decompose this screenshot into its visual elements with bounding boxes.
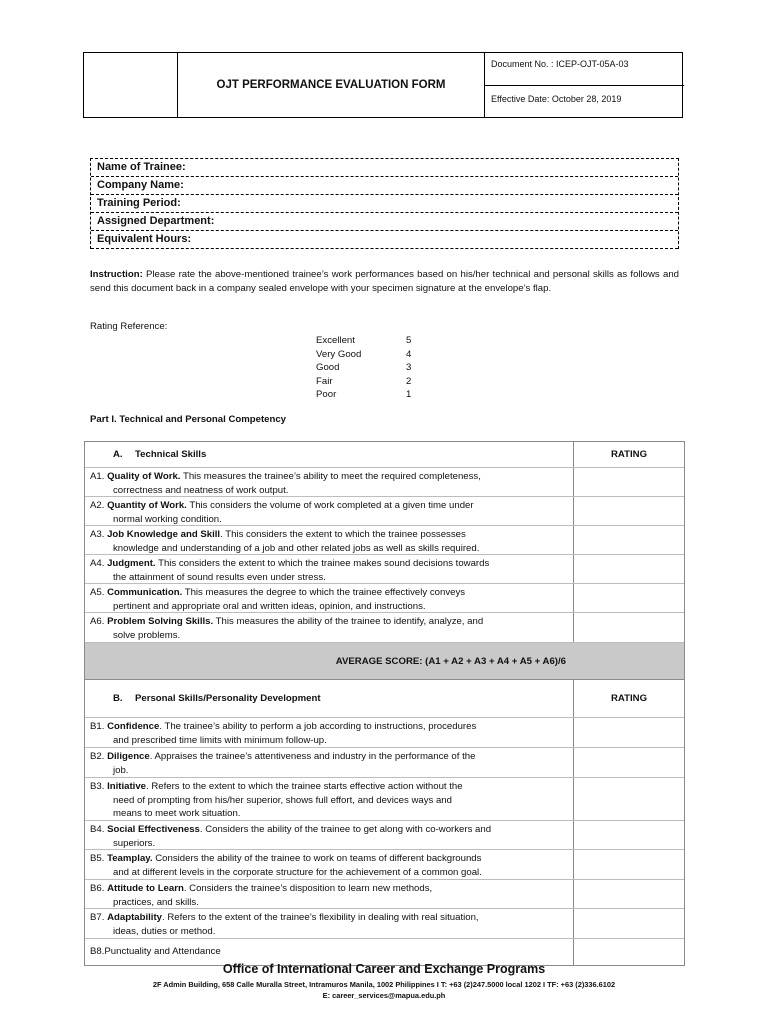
rating-cell[interactable] <box>574 748 684 777</box>
field-assigned-department[interactable]: Assigned Department: <box>91 213 678 231</box>
table-row: A1. Quality of Work. This measures the trainee’s ability to meet the required completeness, correctness and neatness of work output. <box>85 468 684 497</box>
table-row: B4. Social Effectiveness. Considers the ability of the trainee to get along with co-workers and superiors. <box>85 821 684 850</box>
average-score-label: AVERAGE SCORE: (A1 + A2 + A3 + A4 + A5 + A6)/6 <box>335 655 566 667</box>
rating-cell[interactable] <box>574 718 684 747</box>
form-title: OJT PERFORMANCE EVALUATION FORM <box>216 79 446 91</box>
document-meta <box>484 53 684 117</box>
form-header <box>83 52 683 118</box>
table-row: A3. Job Knowledge and Skill. This considers the extent to which the trainee possesses knowledge and understanding of a job and other related jobs as well as skills required. <box>85 526 684 555</box>
rating-ref-item: Good 3 <box>316 362 412 374</box>
effective-date: Effective Date: October 28, 2019 <box>491 94 622 104</box>
rating-cell[interactable] <box>574 584 684 612</box>
document-number: Document No. : ICEP-OJT-05A-03 <box>485 53 684 86</box>
table-row: A2. Quantity of Work. This considers the volume of work completed at a given time under normal working condition. <box>85 497 684 526</box>
rating-cell[interactable] <box>574 468 684 496</box>
field-name-of-trainee[interactable]: Name of Trainee: <box>91 159 678 177</box>
table-row: B6. Attitude to Learn. Considers the trainee’s disposition to learn new methods, practices, and skills. <box>85 880 684 909</box>
rating-ref-item: Very Good 4 <box>316 348 412 360</box>
section-b-title: Personal Skills/Personality Development <box>135 692 321 704</box>
field-company-name[interactable]: Company Name: <box>91 177 678 195</box>
table-row: A6. Problem Solving Skills. This measures the ability of the trainee to identify, analyze, and solve problems. <box>85 613 684 643</box>
rating-cell[interactable] <box>574 555 684 583</box>
table-row: B1. Confidence. The trainee’s ability to perform a job according to instructions, procedures and prescribed time limits with minimum follow-up. <box>85 718 684 748</box>
rating-cell[interactable] <box>574 821 684 849</box>
rating-ref-item: Excellent 5 <box>316 335 412 346</box>
rating-ref-item: Fair 2 <box>316 375 412 387</box>
rating-column-header: RATING <box>610 693 648 704</box>
section-a-title: Technical Skills <box>135 448 207 460</box>
section-a-header: A. Technical Skills RATING <box>85 442 684 468</box>
field-equivalent-hours[interactable]: Equivalent Hours: <box>91 231 678 249</box>
rating-column-header: RATING <box>610 449 648 460</box>
rating-cell[interactable] <box>574 778 684 820</box>
instruction-label: Instruction: <box>90 269 143 280</box>
rating-reference-label: Rating Reference: <box>90 321 168 332</box>
table-row: A5. Communication. This measures the degree to which the trainee effectively conveys pertinent and appropriate oral and written ideas, opinion, and instructions. <box>85 584 684 613</box>
rating-cell[interactable] <box>574 850 684 879</box>
rating-cell[interactable] <box>574 880 684 908</box>
footer-email: E: career_services@mapua.edu.ph <box>322 991 446 1000</box>
rating-cell[interactable] <box>574 526 684 554</box>
competency-table <box>84 441 685 966</box>
trainee-info-box <box>90 158 679 249</box>
logo-placeholder <box>84 53 178 117</box>
footer-address: 2F Admin Building, 658 Calle Muralla Street, Intramuros Manila, 1002 Philippines I T: +63 (2)247.5000 local 1202 I TF: +63 (2)336.6102 <box>152 980 616 989</box>
table-row: A4. Judgment. This considers the extent to which the trainee makes sound decisions towards the attainment of sound results even under stress. <box>85 555 684 584</box>
rating-reference-list <box>316 334 411 402</box>
table-row: B3. Initiative. Refers to the extent to which the trainee starts effective action without the need of prompting from his/her superior, shows full effort, and devices ways and means to meet work situation. <box>85 778 684 821</box>
section-b-header: B. Personal Skills/Personality Development RATING <box>85 680 684 718</box>
rating-cell[interactable] <box>574 613 684 642</box>
instruction-text: Please rate the above-mentioned trainee’s work performances based on his/her technical and personal skills as follows and send this document back in a company sealed envelope with your specimen signature at the envelope’s flap. <box>90 269 679 294</box>
instruction-paragraph <box>90 268 679 296</box>
table-row: B5. Teamplay. Considers the ability of the trainee to work on teams of different backgrounds and at different levels in the corporate structure for the achievement of a common goal. <box>85 850 684 880</box>
footer-office-name: Office of International Career and Exchange Programs <box>222 962 546 976</box>
rating-ref-item: Poor 1 <box>316 389 412 401</box>
table-row: B2. Diligence. Appraises the trainee’s attentiveness and industry in the performance of the job. <box>85 748 684 778</box>
rating-cell[interactable] <box>574 497 684 525</box>
table-row: B7. Adaptability. Refers to the extent of the trainee’s flexibility in dealing with real situation, ideas, duties or method. <box>85 909 684 939</box>
rating-cell[interactable] <box>574 909 684 938</box>
table-row: B8. Punctuality and Attendance <box>85 939 684 965</box>
field-training-period[interactable]: Training Period: <box>91 195 678 213</box>
part1-title: Part I. Technical and Personal Competency <box>90 414 287 425</box>
average-score-row <box>85 643 684 680</box>
